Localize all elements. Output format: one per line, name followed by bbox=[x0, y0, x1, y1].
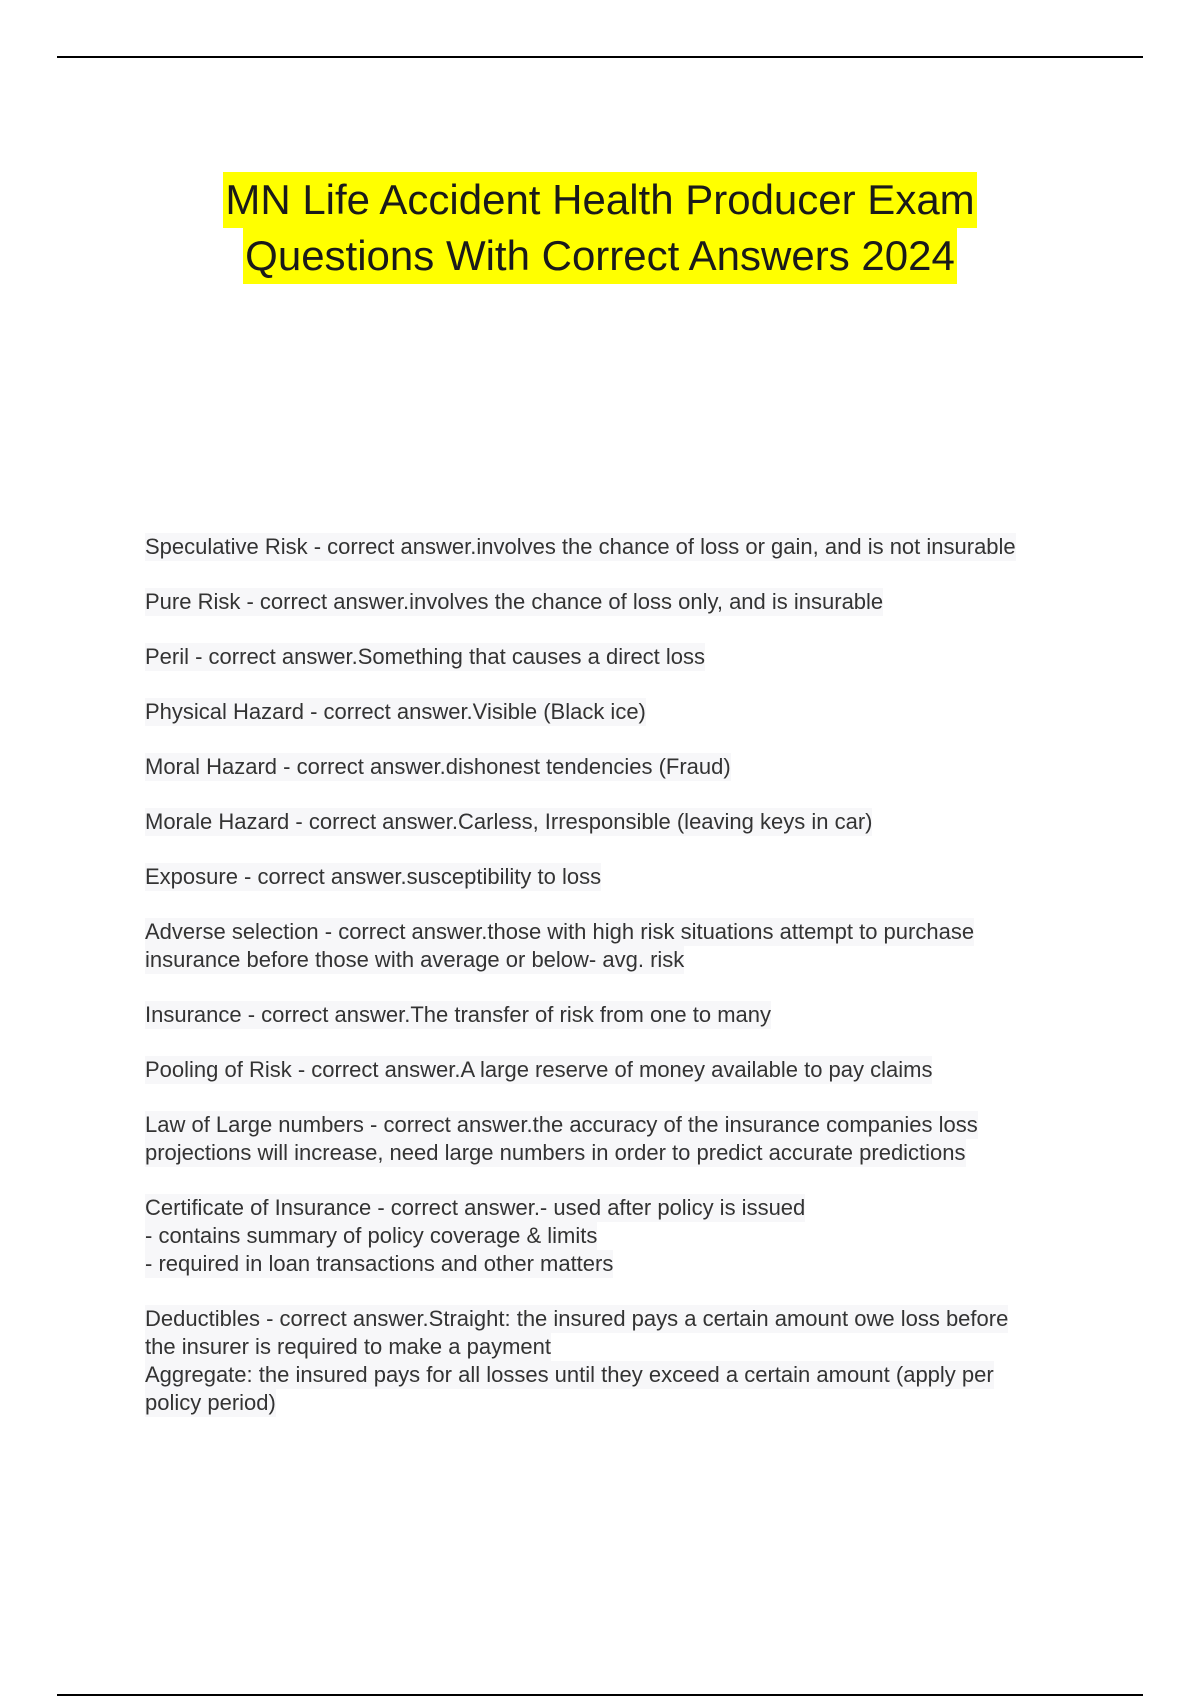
list-item bbox=[145, 1111, 1095, 1167]
list-item bbox=[145, 808, 1095, 836]
list-item bbox=[145, 918, 1095, 974]
list-item bbox=[145, 1194, 1095, 1278]
document-title bbox=[0, 172, 1200, 284]
title-line-1: MN Life Accident Health Producer Exam bbox=[223, 172, 976, 228]
qa-text-line: Pure Risk - correct answer.involves the chance of loss only, and is insurable bbox=[145, 589, 884, 614]
qa-text-line: Law of Large numbers - correct answer.the accuracy of the insurance companies loss bbox=[145, 1112, 978, 1137]
qa-text-line: Aggregate: the insured pays for all losses until they exceed a certain amount (apply per bbox=[145, 1362, 994, 1387]
qa-text-line: Moral Hazard - correct answer.dishonest tendencies (Fraud) bbox=[145, 754, 731, 779]
qa-text-line: - contains summary of policy coverage & limits bbox=[145, 1223, 598, 1248]
qa-text-line: projections will increase, need large numbers in order to predict accurate predictions bbox=[145, 1140, 966, 1165]
list-item bbox=[145, 1056, 1095, 1084]
qa-text-line: insurance before those with average or below- avg. risk bbox=[145, 947, 685, 972]
qa-text-line: - required in loan transactions and other matters bbox=[145, 1251, 614, 1276]
qa-text-line: Peril - correct answer.Something that causes a direct loss bbox=[145, 644, 706, 669]
qa-text-line: Adverse selection - correct answer.those with high risk situations attempt to purchase bbox=[145, 919, 975, 944]
qa-text-line: Certificate of Insurance - correct answer.- used after policy is issued bbox=[145, 1195, 806, 1220]
qa-text-line: Speculative Risk - correct answer.involves the chance of loss or gain, and is not insurable bbox=[145, 534, 1016, 559]
qa-text-line: Morale Hazard - correct answer.Carless, Irresponsible (leaving keys in car) bbox=[145, 809, 873, 834]
qa-text-line: Deductibles - correct answer.Straight: the insured pays a certain amount owe loss before bbox=[145, 1306, 1009, 1331]
qa-text-line: Exposure - correct answer.susceptibility to loss bbox=[145, 864, 602, 889]
list-item bbox=[145, 1305, 1095, 1417]
list-item bbox=[145, 753, 1095, 781]
qa-text-line: Insurance - correct answer.The transfer of risk from one to many bbox=[145, 1002, 772, 1027]
question-answer-list bbox=[145, 533, 1095, 1444]
bottom-rule bbox=[57, 1694, 1143, 1696]
qa-text-line: Pooling of Risk - correct answer.A large reserve of money available to pay claims bbox=[145, 1057, 933, 1082]
list-item bbox=[145, 643, 1095, 671]
list-item bbox=[145, 863, 1095, 891]
qa-text-line: policy period) bbox=[145, 1390, 276, 1415]
title-line-2: Questions With Correct Answers 2024 bbox=[243, 228, 957, 284]
qa-text-line: the insurer is required to make a payment bbox=[145, 1334, 551, 1359]
qa-text-line: Physical Hazard - correct answer.Visible (Black ice) bbox=[145, 699, 646, 724]
list-item bbox=[145, 1001, 1095, 1029]
list-item bbox=[145, 588, 1095, 616]
list-item bbox=[145, 533, 1095, 561]
top-rule bbox=[57, 56, 1143, 58]
list-item bbox=[145, 698, 1095, 726]
